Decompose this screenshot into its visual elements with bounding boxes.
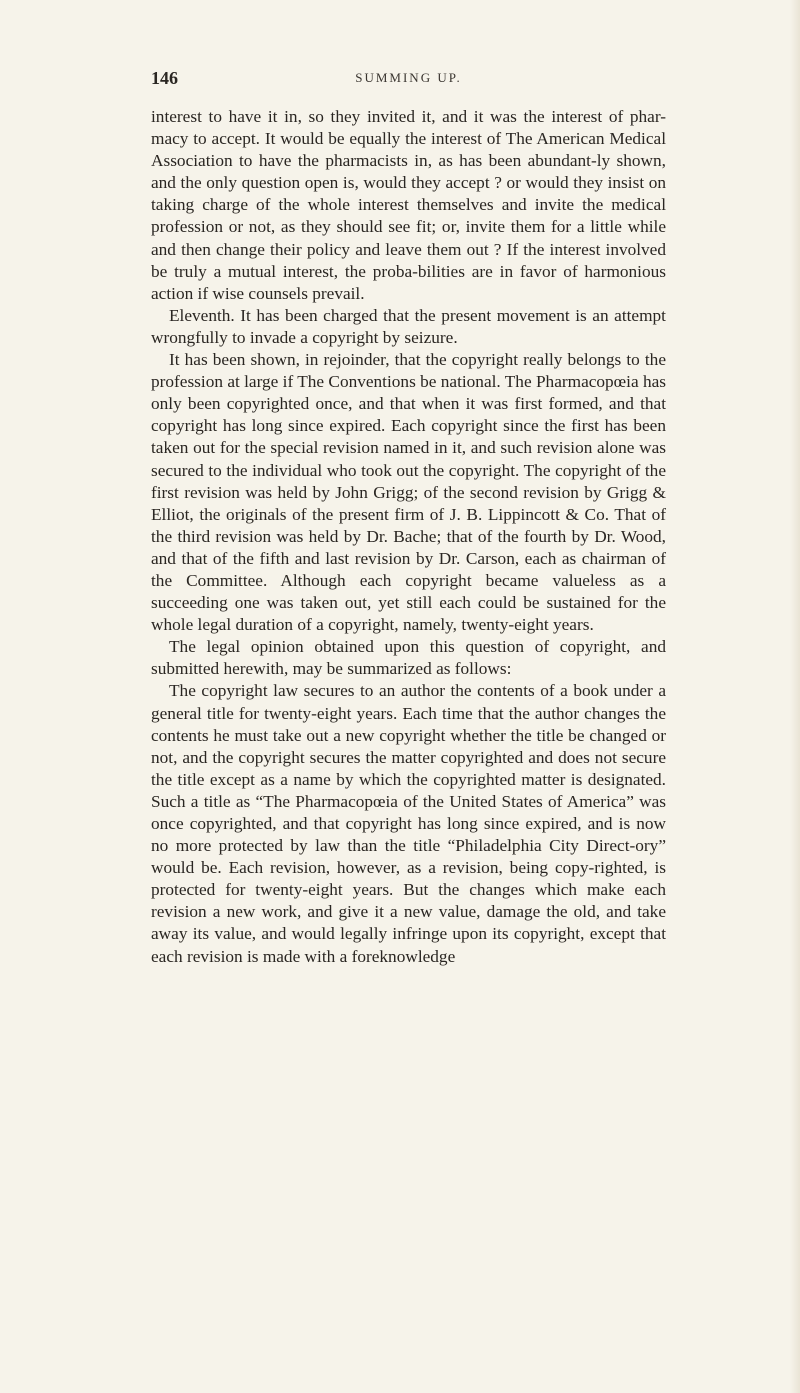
page-number: 146 bbox=[151, 68, 178, 88]
body-text bbox=[151, 106, 666, 968]
page-edge-shadow bbox=[790, 0, 800, 1393]
paragraph: interest to have it in, so they invited it, and it was the interest of phar-macy to accept. It would be equally the interest of The American Medical Association to have the pharmacists in, as has been abundant-ly shown, and the only question open is, would they accept ? or would they insist on taking charge of the whole interest themselves and invite the medical profession or not, as they should see fit; or, invite them for a little while and then change their policy and leave them out ? If the interest involved be truly a mutual interest, the proba-bilities are in favor of harmonious action if wise counsels prevail. bbox=[151, 107, 666, 303]
paragraph: It has been shown, in rejoinder, that the copyright really belongs to the profession at large if The Conventions be national. The Pharmacopœia has only been copyrighted once, and that when it was first formed, and that copyright has long since expired. Each copyright since the first has been taken out for the special revision named in it, and such revision alone was secured to the individual who took out the copyright. The copyright of the first revision was held by John Grigg; of the second revision by Grigg & Elliot, the originals of the present firm of J. B. Lippincott & Co. That of the third revision was held by Dr. Bache; that of the fourth by Dr. Wood, and that of the fifth and last revision by Dr. Carson, each as chairman of the Committee. Although each copyright became valueless as a succeeding one was taken out, yet still each could be sustained for the whole legal duration of a copyright, namely, twenty-eight years. bbox=[151, 350, 666, 635]
paragraph: Eleventh. It has been charged that the present movement is an attempt wrongfully to invade a copyright by seizure. bbox=[151, 305, 666, 347]
paragraph: The legal opinion obtained upon this question of copyright, and submitted herewith, may be summarized as follows: bbox=[151, 637, 666, 679]
paragraph: The copyright law secures to an author the contents of a book under a general title for twenty-eight years. Each time that the author changes the contents he must take out a new copyright whether the title be changed or not, and the copyright secures the matter copyrighted and does not secure the title except as a name by which the copyrighted matter is designated. Such a title as “The Pharmacopœia of the United States of America” was once copyrighted, and that copyright has long since expired, and is now no more protected by law than the title “Philadelphia City Direct-ory” would be. Each revision, however, as a revision, being copy-righted, is protected for twenty-eight years. But the changes which make each revision a new work, and give it a new value, damage the old, and take away its value, and would legally infringe upon its copyright, except that each revision is made with a foreknowledge bbox=[151, 681, 666, 966]
running-title: SUMMING UP. bbox=[355, 70, 462, 85]
running-head bbox=[151, 68, 666, 98]
